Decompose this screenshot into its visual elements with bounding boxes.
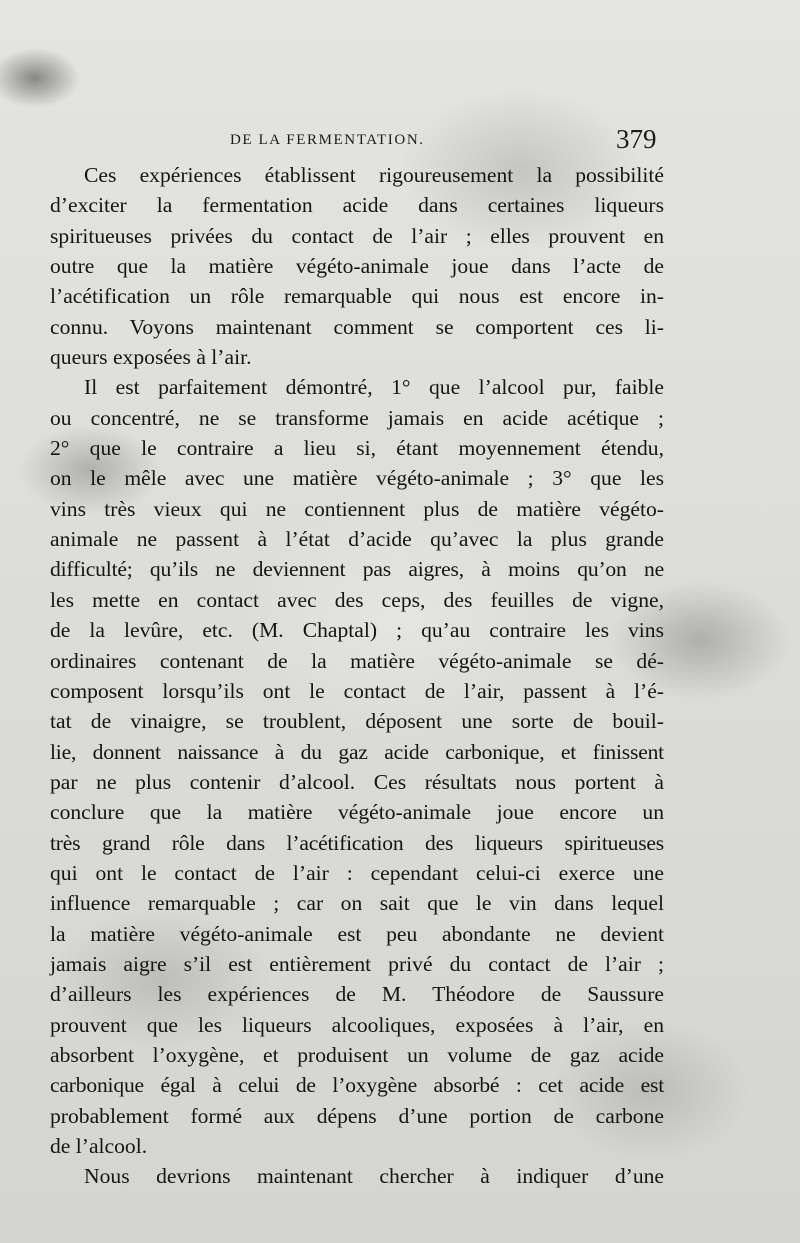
text-line: qui ont le contact de l’air : cependant celui-ci exerce une: [50, 860, 664, 885]
text-line: animale ne passent à l’état d’acide qu’avec la plus grande: [50, 527, 664, 552]
text-line: d’ailleurs les expériences de M. Théodore de Saussure: [50, 982, 664, 1007]
text-line: lie, donnent naissance à du gaz acide carbonique, et finissent: [50, 739, 664, 764]
text-line: jamais aigre s’il est entièrement privé du contact de l’air ;: [50, 951, 664, 976]
text-line: d’exciter la fermentation acide dans certaines liqueurs: [50, 193, 664, 218]
text-line: ordinaires contenant de la matière végéto-animale se dé-: [50, 648, 664, 673]
running-title: DE LA FERMENTATION.: [230, 132, 425, 148]
text-line: 2° que le contraire a lieu si, étant moyennement étendu,: [50, 436, 664, 461]
text-line: tat de vinaigre, se troublent, déposent une sorte de bouil-: [50, 709, 664, 734]
text-line: la matière végéto-animale est peu abondante ne devient: [50, 921, 664, 946]
text-line: composent lorsqu’ils ont le contact de l’air, passent à l’é-: [50, 678, 664, 703]
text-line: influence remarquable ; car on sait que le vin dans lequel: [50, 891, 664, 916]
text-line: difficulté; qu’ils ne deviennent pas aigres, à moins qu’on ne: [50, 557, 664, 582]
text-line: absorbent l’oxygène, et produisent un volume de gaz acide: [50, 1042, 664, 1067]
page-number: 379: [616, 124, 657, 154]
text-line: les mette en contact avec des ceps, des feuilles de vigne,: [50, 587, 664, 612]
text-line: ou concentré, ne se transforme jamais en acide acétique ;: [50, 405, 664, 430]
text-line: spiritueuses privées du contact de l’air ; elles prouvent en: [50, 223, 664, 248]
text-line: queurs exposées à l’air.: [50, 345, 252, 370]
text-line: Il est parfaitement démontré, 1° que l’alcool pur, faible: [84, 375, 664, 400]
text-line: vins très vieux qui ne contiennent plus de matière végéto-: [50, 496, 664, 521]
text-line: carbonique égal à celui de l’oxygène absorbé : cet acide est: [50, 1073, 664, 1098]
text-line: Ces expériences établissent rigoureusement la possibilité: [84, 163, 664, 187]
text-line: connu. Voyons maintenant comment se comportent ces li-: [50, 314, 664, 339]
text-line: on le mêle avec une matière végéto-animale ; 3° que les: [50, 466, 664, 491]
text-line: par ne plus contenir d’alcool. Ces résultats nous portent à: [50, 769, 664, 794]
text-line: Nous devrions maintenant chercher à indiquer d’une: [84, 1164, 664, 1189]
text-line: de la levûre, etc. (M. Chaptal) ; qu’au contraire les vins: [50, 618, 664, 643]
text-line: très grand rôle dans l’acétification des liqueurs spiritueuses: [50, 830, 664, 855]
text-line: de l’alcool.: [50, 1134, 148, 1158]
text-line: conclure que la matière végéto-animale joue encore un: [50, 800, 664, 825]
text-line: outre que la matière végéto-animale joue dans l’acte de: [50, 254, 664, 279]
text-line: prouvent que les liqueurs alcooliques, exposées à l’air, en: [50, 1012, 664, 1037]
text-line: probablement formé aux dépens d’une portion de carbone: [50, 1103, 664, 1128]
body-text: [50, 160, 664, 1192]
page-header: [60, 126, 660, 162]
text-line: l’acétification un rôle remarquable qui nous est encore in-: [50, 284, 664, 309]
